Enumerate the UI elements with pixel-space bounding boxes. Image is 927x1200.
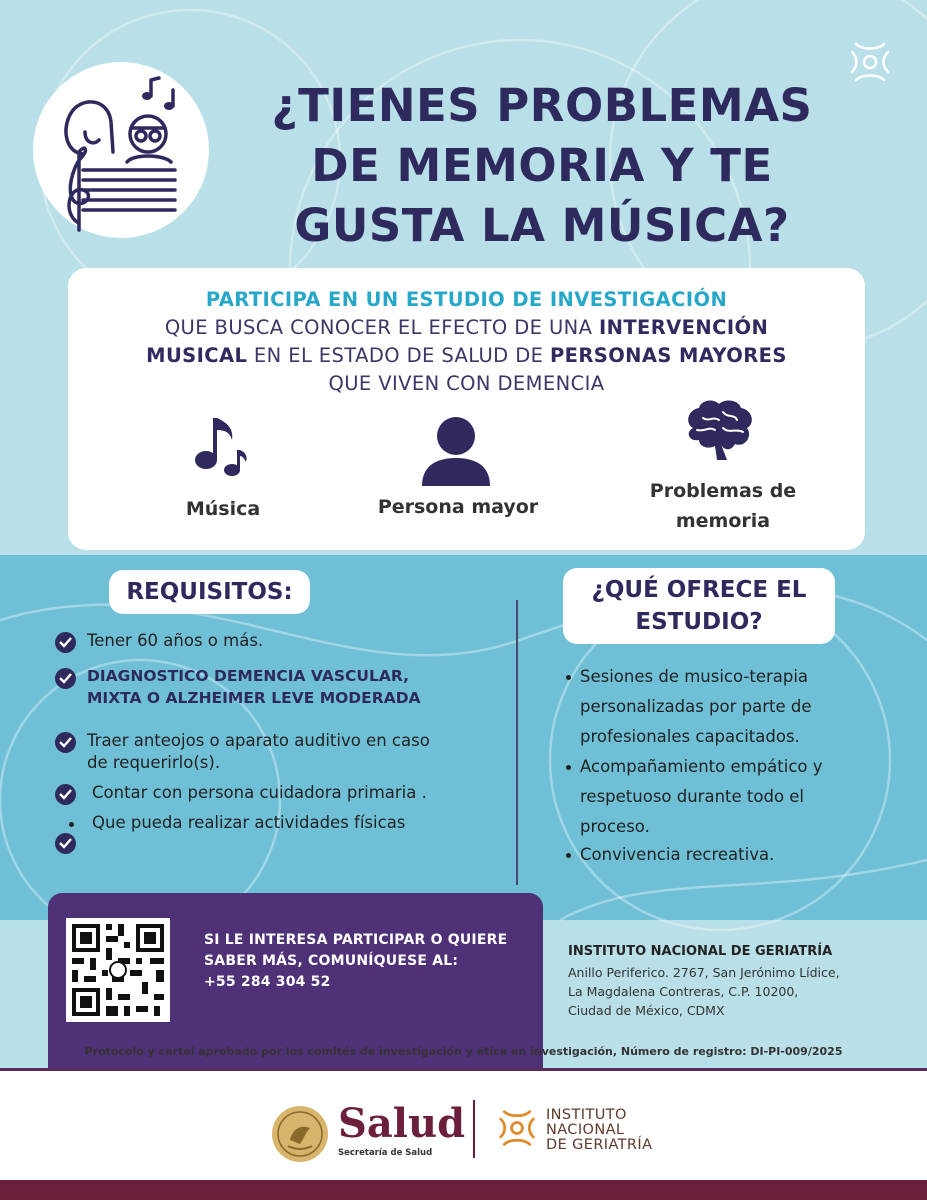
study-info-card <box>68 268 865 550</box>
title-line: ¿TIENES PROBLEMAS <box>271 79 813 132</box>
inger-logo-text <box>546 1108 652 1153</box>
offer-heading-line: ¿QUÉ OFRECE EL <box>591 577 807 603</box>
feature-label-elder: Persona mayor <box>377 496 539 518</box>
inger-line: INSTITUTO <box>546 1107 627 1123</box>
offer-line: Acompañamiento empático y <box>580 757 823 776</box>
address-line: Ciudad de México, CDMX <box>568 1003 725 1018</box>
bullet-dot <box>566 675 571 680</box>
title-line: GUSTA LA MÚSICA? <box>294 199 790 252</box>
inger-line: DE GERIATRÍA <box>546 1137 653 1153</box>
page-title <box>232 76 852 256</box>
requirement-item <box>87 730 430 774</box>
feature-label-memory <box>628 476 818 536</box>
qr-code[interactable] <box>66 918 170 1022</box>
check-icon <box>55 668 76 689</box>
requirement-line: de requerirlo(s). <box>87 753 221 772</box>
music-note-icon <box>188 414 250 480</box>
offer-line: Sesiones de musico-terapia <box>580 667 809 686</box>
address-line: Anillo Periferico. 2767, San Jerónimo Lídice, <box>568 965 840 980</box>
feature-label-music: Música <box>185 498 261 520</box>
feature-label-line: Problemas de <box>649 480 797 502</box>
offer-line: personalizadas por parte de <box>580 697 812 716</box>
title-line: DE MEMORIA Y TE <box>311 139 773 192</box>
offer-item <box>580 752 870 842</box>
offer-line: proceso. <box>580 817 650 836</box>
bottom-band <box>0 1180 927 1200</box>
offer-item: Convivencia recreativa. <box>580 845 775 864</box>
protocol-note: Protocolo y cartel aprobado por los comités de investigación y ética en investigación, Número de registro: DI-PI-009/2025 <box>84 1045 843 1058</box>
requirement-line: DIAGNOSTICO DEMENCIA VASCULAR, <box>87 667 409 685</box>
music-elders-illustration <box>33 62 209 238</box>
requirement-line: Traer anteojos o aparato auditivo en caso <box>87 731 430 750</box>
feature-label-line: memoria <box>675 510 771 532</box>
inger-logo-icon <box>497 1105 537 1151</box>
text-span: EN EL ESTADO DE SALUD DE <box>247 344 550 367</box>
text-span-bold: INTERVENCIÓN <box>598 316 769 339</box>
check-icon <box>55 632 76 653</box>
offer-line: profesionales capacitados. <box>580 727 800 746</box>
contact-line: SI LE INTERESA PARTICIPAR O QUIERE <box>204 932 508 948</box>
institute-address <box>568 963 840 1020</box>
check-icon <box>55 784 76 805</box>
check-icon <box>55 833 76 854</box>
mexico-seal-icon <box>270 1104 330 1164</box>
requirement-item: Tener 60 años o más. <box>87 631 264 650</box>
contact-line: SABER MÁS, COMUNÍQUESE AL: <box>204 953 459 969</box>
footer-rule <box>0 1068 927 1071</box>
elders-music-icon <box>33 62 209 238</box>
offer-heading-line: ESTUDIO? <box>635 609 763 635</box>
requirement-item: Que pueda realizar actividades físicas <box>92 813 406 832</box>
check-icon <box>55 732 76 753</box>
requirements-heading: REQUISITOS: <box>109 570 310 614</box>
footer-divider <box>473 1100 475 1158</box>
requirement-item <box>87 665 421 709</box>
text-span-bold: PERSONAS MAYORES <box>549 344 787 367</box>
inger-line: NACIONAL <box>546 1122 625 1138</box>
offer-heading <box>563 568 835 644</box>
offer-line: respetuoso durante todo el <box>580 787 805 806</box>
inger-emblem-icon <box>848 38 892 86</box>
person-icon <box>418 414 494 486</box>
address-line: La Magdalena Contreras, C.P. 10200, <box>568 984 799 999</box>
brain-icon <box>683 398 755 462</box>
contact-text <box>204 930 507 993</box>
institute-name: INSTITUTO NACIONAL DE GERIATRÍA <box>568 944 833 959</box>
study-description-line: QUE VIVEN CON DEMENCIA <box>328 372 605 395</box>
bullet-dot <box>69 822 74 827</box>
salud-subtitle: Secretaría de Salud <box>338 1148 433 1158</box>
study-description-line <box>68 342 865 370</box>
study-headline: PARTICIPA EN UN ESTUDIO DE INVESTIGACIÓN <box>205 288 728 311</box>
study-description-line <box>68 314 865 342</box>
salud-logo-text: Salud <box>338 1100 466 1147</box>
text-span-bold: MUSICAL <box>146 344 248 367</box>
requirement-line: MIXTA O ALZHEIMER LEVE MODERADA <box>87 689 421 707</box>
bullet-dot <box>566 853 571 858</box>
contact-phone[interactable]: +55 284 304 52 <box>204 974 331 990</box>
text-span: QUE BUSCA CONOCER EL EFECTO DE UNA <box>164 316 599 339</box>
column-divider <box>516 600 518 885</box>
requirement-item: Contar con persona cuidadora primaria . <box>92 783 427 802</box>
bullet-dot <box>566 765 571 770</box>
offer-item <box>580 662 870 752</box>
